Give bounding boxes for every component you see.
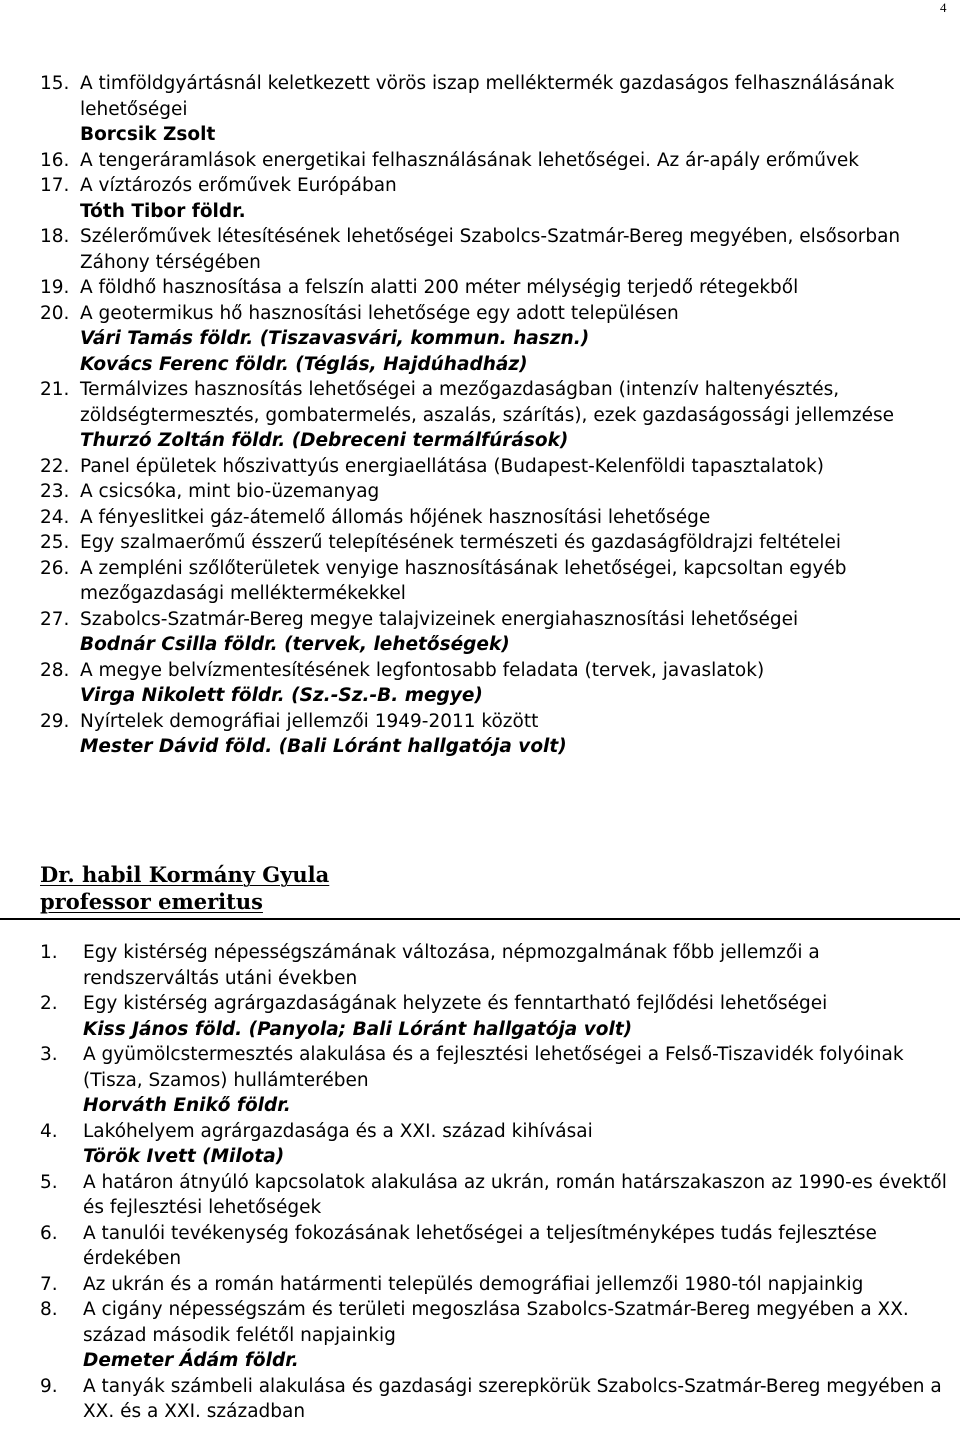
list-item [40, 658, 950, 709]
topic-title: Egy szalmaerőmű ésszerű telepítésének természeti és gazdaságföldrajzi feltételei [80, 532, 842, 553]
list-item [40, 454, 950, 480]
item-number: 1. [40, 942, 58, 963]
item-number: 19. [40, 277, 70, 298]
item-body [80, 377, 950, 454]
item-number: 8. [40, 1299, 58, 1320]
item-number: 28. [40, 659, 70, 681]
student-assignment: Virga Nikolett földr. (Sz.-Sz.-B. megye) [80, 685, 483, 706]
item-body [80, 454, 950, 480]
item-number: 17. [40, 175, 70, 196]
item-body [83, 1374, 950, 1425]
list-item [40, 377, 950, 454]
list-item [40, 301, 950, 378]
page-number: 4 [940, 0, 947, 15]
list-item [40, 1297, 950, 1374]
topic-title: A megye belvízmentesítésének legfontosabb feladata (tervek, javaslatok) [80, 659, 765, 681]
list-item [40, 1119, 950, 1170]
item-number: 16. [40, 149, 70, 171]
item-number: 27. [40, 608, 70, 630]
item-number: 15. [40, 73, 70, 94]
student-assignment: Török Ivett (Milota) [83, 1146, 285, 1167]
item-body [80, 709, 950, 760]
item-body [80, 148, 950, 174]
item-body [80, 607, 950, 658]
list-item [40, 148, 950, 174]
supervisor-block [40, 861, 329, 915]
item-body [83, 1297, 950, 1374]
topic-title: Termálvizes hasznosítás lehetőségei a mezőgazdaságban (intenzív haltenyésztés, zöldségtermesztés, gombatermelés, aszalás, szárítás), ezek gazdaságossági jellemzése [80, 379, 894, 426]
item-body [83, 940, 950, 991]
topic-title: A zempléni szőlőterületek venyige hasznosításának lehetőségei, kapcsoltan egyéb mezőgazdasági melléktermékekkel [80, 557, 847, 604]
item-body [83, 1119, 950, 1170]
supervisor-title: professor emeritus [40, 889, 263, 914]
item-body [80, 530, 950, 556]
topic-title: A földhő hasznosítása a felszín alatti 200 méter mélységig terjedő rétegekből [80, 277, 799, 298]
topic-title: A geotermikus hő hasznosítási lehetősége egy adott településen [80, 302, 679, 324]
topic-title: A gyümölcstermesztés alakulása és a fejlesztési lehetőségei a Felső-Tiszavidék folyóinak (Tisza, Szamos) hullámterében [83, 1044, 904, 1091]
item-number: 7. [40, 1273, 58, 1295]
item-body [80, 224, 950, 275]
item-body [80, 301, 950, 378]
thesis-topic-list-1 [40, 71, 950, 760]
topic-title: Egy kistérség népességszámának változása, népmozgalmának főbb jellemzői a rendszerváltás utáni években [83, 942, 820, 989]
student-assignment: Mester Dávid föld. (Bali Lóránt hallgatója volt) [80, 736, 567, 757]
item-number: 3. [40, 1044, 58, 1065]
list-item [40, 505, 950, 531]
topic-title: Szabolcs-Szatmár-Bereg megye talajvizeinek energiahasznosítási lehetőségei [80, 608, 799, 630]
supervisor-name: Dr. habil Kormány Gyula [40, 862, 330, 887]
topic-title: Szélerőművek létesítésének lehetőségei Szabolcs-Szatmár-Bereg megyében, elsősorban Záhony térségében [80, 226, 901, 273]
topic-title: A tanulói tevékenység fokozásának lehetőségei a teljesítményképes tudás fejlesztése érdekében [83, 1222, 877, 1269]
item-number: 6. [40, 1222, 58, 1244]
topic-title: A tanyák számbeli alakulása és gazdasági szerepkörük Szabolcs-Szatmár-Bereg megyében a XX. és a XXI. században [83, 1375, 942, 1422]
student-assignment: Borcsik Zsolt [80, 124, 216, 145]
topic-title: A fényeslitkei gáz-átemelő állomás hőjének hasznosítási lehetősége [80, 506, 711, 528]
section-divider [0, 918, 960, 920]
topic-title: Egy kistérség agrárgazdaságának helyzete és fenntartható fejlődési lehetőségei [83, 993, 828, 1014]
list-item [40, 607, 950, 658]
item-body [80, 71, 950, 148]
topic-title: Panel épületek hőszivattyús energiaellátása (Budapest-Kelenföldi tapasztalatok) [80, 455, 824, 477]
list-item [40, 1272, 950, 1298]
item-body [80, 173, 950, 224]
list-item [40, 479, 950, 505]
list-item [40, 940, 950, 991]
student-assignment: Thurzó Zoltán földr. (Debreceni termálfúrások) [80, 430, 569, 451]
item-body [80, 275, 950, 301]
list-item [40, 530, 950, 556]
thesis-topic-list-2 [40, 940, 950, 1425]
item-number: 25. [40, 532, 70, 553]
item-number: 29. [40, 710, 70, 732]
item-body [83, 991, 950, 1042]
item-body [80, 505, 950, 531]
item-body [83, 1272, 950, 1298]
list-item [40, 556, 950, 607]
item-number: 26. [40, 557, 70, 579]
item-number: 18. [40, 226, 70, 247]
student-assignment: Demeter Ádám földr. [83, 1350, 299, 1371]
list-item [40, 1170, 950, 1221]
topic-title: A timföldgyártásnál keletkezett vörös iszap melléktermék gazdaságos felhasználásának lehetőségei [80, 73, 895, 120]
topic-title: Lakóhelyem agrárgazdasága és a XXI. század kihívásai [83, 1120, 593, 1142]
student-assignment: Tóth Tibor földr. [80, 200, 246, 222]
item-number: 22. [40, 455, 70, 477]
topic-title: A csicsóka, mint bio-üzemanyag [80, 481, 380, 502]
topic-title: Nyírtelek demográfiai jellemzői 1949-2011 között [80, 710, 539, 732]
item-number: 21. [40, 379, 70, 400]
list-item [40, 71, 950, 148]
item-number: 20. [40, 302, 70, 324]
topic-title: A cigány népességszám és területi megoszlása Szabolcs-Szatmár-Bereg megyében a XX. század második felétől napjainkig [83, 1299, 909, 1346]
item-number: 4. [40, 1120, 58, 1142]
item-number: 5. [40, 1171, 58, 1193]
student-assignment: Bodnár Csilla földr. (tervek, lehetőségek) [80, 634, 510, 655]
item-body [80, 658, 950, 709]
topic-title: A tengeráramlások energetikai felhasználásának lehetőségei. Az ár-apály erőművek [80, 149, 860, 171]
list-item [40, 275, 950, 301]
item-body [83, 1221, 950, 1272]
item-number: 9. [40, 1375, 58, 1397]
student-assignment: Horváth Enikő földr. [83, 1095, 291, 1116]
topic-title: Az ukrán és a román határmenti település demográfiai jellemzői 1980-tól napjainkig [83, 1273, 864, 1295]
student-assignment: Kovács Ferenc földr. (Téglás, Hajdúhadház) [80, 353, 528, 375]
item-body [83, 1170, 950, 1221]
list-item [40, 709, 950, 760]
student-assignment: Kiss János föld. (Panyola; Bali Lóránt hallgatója volt) [83, 1018, 633, 1040]
list-item [40, 224, 950, 275]
topic-title: A víztározós erőművek Európában [80, 175, 397, 196]
item-body [80, 479, 950, 505]
topic-title: A határon átnyúló kapcsolatok alakulása az ukrán, román határszakaszon az 1990-es évektől és fejlesztési lehetőségek [83, 1171, 947, 1218]
student-assignment: Vári Tamás földr. (Tiszavasvári, kommun. haszn.) [80, 328, 590, 349]
item-body [83, 1042, 950, 1119]
item-number: 23. [40, 481, 70, 502]
item-number: 2. [40, 993, 58, 1014]
list-item [40, 1042, 950, 1119]
list-item [40, 1374, 950, 1425]
item-body [80, 556, 950, 607]
list-item [40, 173, 950, 224]
list-item [40, 991, 950, 1042]
list-item [40, 1221, 950, 1272]
item-number: 24. [40, 506, 70, 528]
